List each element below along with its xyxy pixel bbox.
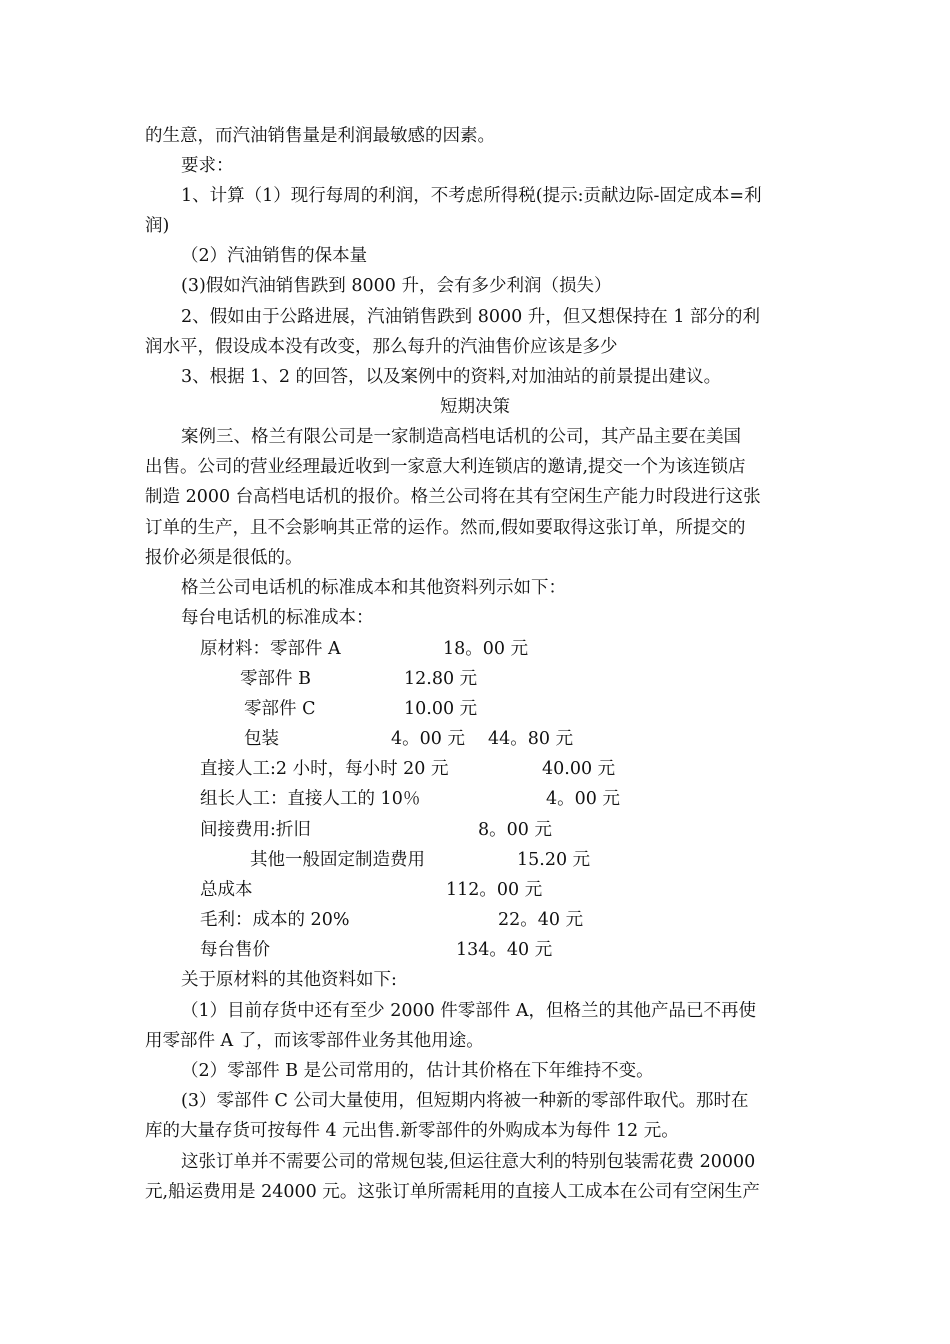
text-line: 1、计算（1）现行每周的利润，不考虑所得税(提示:贡献边际-固定成本=利 xyxy=(181,186,762,206)
text-line: (3）零部件 C 公司大量使用，但短期内将被一种新的零部件取代。那时在 xyxy=(181,1091,749,1111)
cost-row-value: 15.20 元 xyxy=(517,850,591,870)
text-line: （1）目前存货中还有至少 2000 件零部件 A，但格兰的其他产品已不再使 xyxy=(181,1001,756,1021)
cost-row-subtotal: 44。80 元 xyxy=(488,729,574,749)
cost-row-label: 间接费用:折旧 xyxy=(200,820,311,840)
text-line: 出售。公司的营业经理最近收到一家意大利连锁店的邀请,提交一个为该连锁店 xyxy=(145,457,746,477)
text-line: 格兰公司电话机的标准成本和其他资料列示如下： xyxy=(181,578,566,598)
cost-row-label: 零部件 B xyxy=(240,669,311,689)
cost-row-value: 10.00 元 xyxy=(404,699,478,719)
text-line: （2）汽油销售的保本量 xyxy=(181,246,368,266)
text-line: (3)假如汽油销售跌到 8000 升，会有多少利润（损失） xyxy=(181,276,612,296)
text-line: 每台电话机的标准成本： xyxy=(181,608,374,628)
cost-row-value: 4。00 元 xyxy=(546,789,620,809)
cost-row-value: 134。40 元 xyxy=(456,940,553,960)
cost-row-label: 包装 xyxy=(244,729,279,749)
cost-row-label: 直接人工:2 小时，每小时 20 元 xyxy=(200,759,449,779)
cost-row-value: 112。00 元 xyxy=(446,880,543,900)
cost-row-label: 组长人工：直接人工的 10％ xyxy=(200,789,421,809)
text-line: 制造 2000 台高档电话机的报价。格兰公司将在其有空闲生产能力时段进行这张 xyxy=(145,487,761,507)
text-line: 3、根据 1、2 的回答，以及案例中的资料,对加油站的前景提出建议。 xyxy=(181,367,722,387)
cost-row-value: 12.80 元 xyxy=(404,669,478,689)
cost-row-value: 4。00 元 xyxy=(391,729,465,749)
section-heading: 短期决策 xyxy=(440,397,510,417)
text-line: 2、假如由于公路进展，汽油销售跌到 8000 升，但又想保持在 1 部分的利 xyxy=(181,307,761,327)
text-line: 报价必须是很低的。 xyxy=(145,548,303,568)
cost-row-label: 其他一般固定制造费用 xyxy=(250,850,425,870)
text-line: 元,船运费用是 24000 元。这张订单所需耗用的直接人工成本在公司有空闲生产 xyxy=(145,1182,760,1202)
text-line: 的生意，而汽油销售量是利润最敏感的因素。 xyxy=(145,126,495,146)
text-line: 这张订单并不需要公司的常规包装,但运往意大利的特别包装需花费 20000 xyxy=(181,1152,756,1172)
text-line: 润水平，假设成本没有改变，那么每升的汽油售价应该是多少 xyxy=(145,337,618,357)
text-line: 用零部件 A 了，而该零部件业务其他用途。 xyxy=(145,1031,484,1051)
text-line: （2）零部件 B 是公司常用的，估计其价格在下年维持不变。 xyxy=(181,1061,654,1081)
text-line: 要求： xyxy=(181,156,234,176)
cost-row-label: 每台售价 xyxy=(200,940,270,960)
text-line: 库的大量存货可按每件 4 元出售.新零部件的外购成本为每件 12 元。 xyxy=(145,1121,679,1141)
text-line: 润) xyxy=(145,216,170,236)
cost-row-label: 原材料：零部件 A xyxy=(200,639,341,659)
cost-row-value: 8。00 元 xyxy=(478,820,552,840)
cost-row-label: 总成本 xyxy=(200,880,253,900)
cost-row-value: 22。40 元 xyxy=(498,910,584,930)
text-line: 关于原材料的其他资料如下: xyxy=(181,970,397,990)
cost-row-label: 零部件 C xyxy=(244,699,316,719)
cost-row-value: 40.00 元 xyxy=(542,759,616,779)
text-line: 订单的生产，且不会影响其正常的运作。然而,假如要取得这张订单，所提交的 xyxy=(145,518,746,538)
text-line: 案例三、格兰有限公司是一家制造高档电话机的公司，其产品主要在美国 xyxy=(181,427,741,447)
cost-row-value: 18。00 元 xyxy=(443,639,529,659)
cost-row-label: 毛利：成本的 20% xyxy=(200,910,350,930)
